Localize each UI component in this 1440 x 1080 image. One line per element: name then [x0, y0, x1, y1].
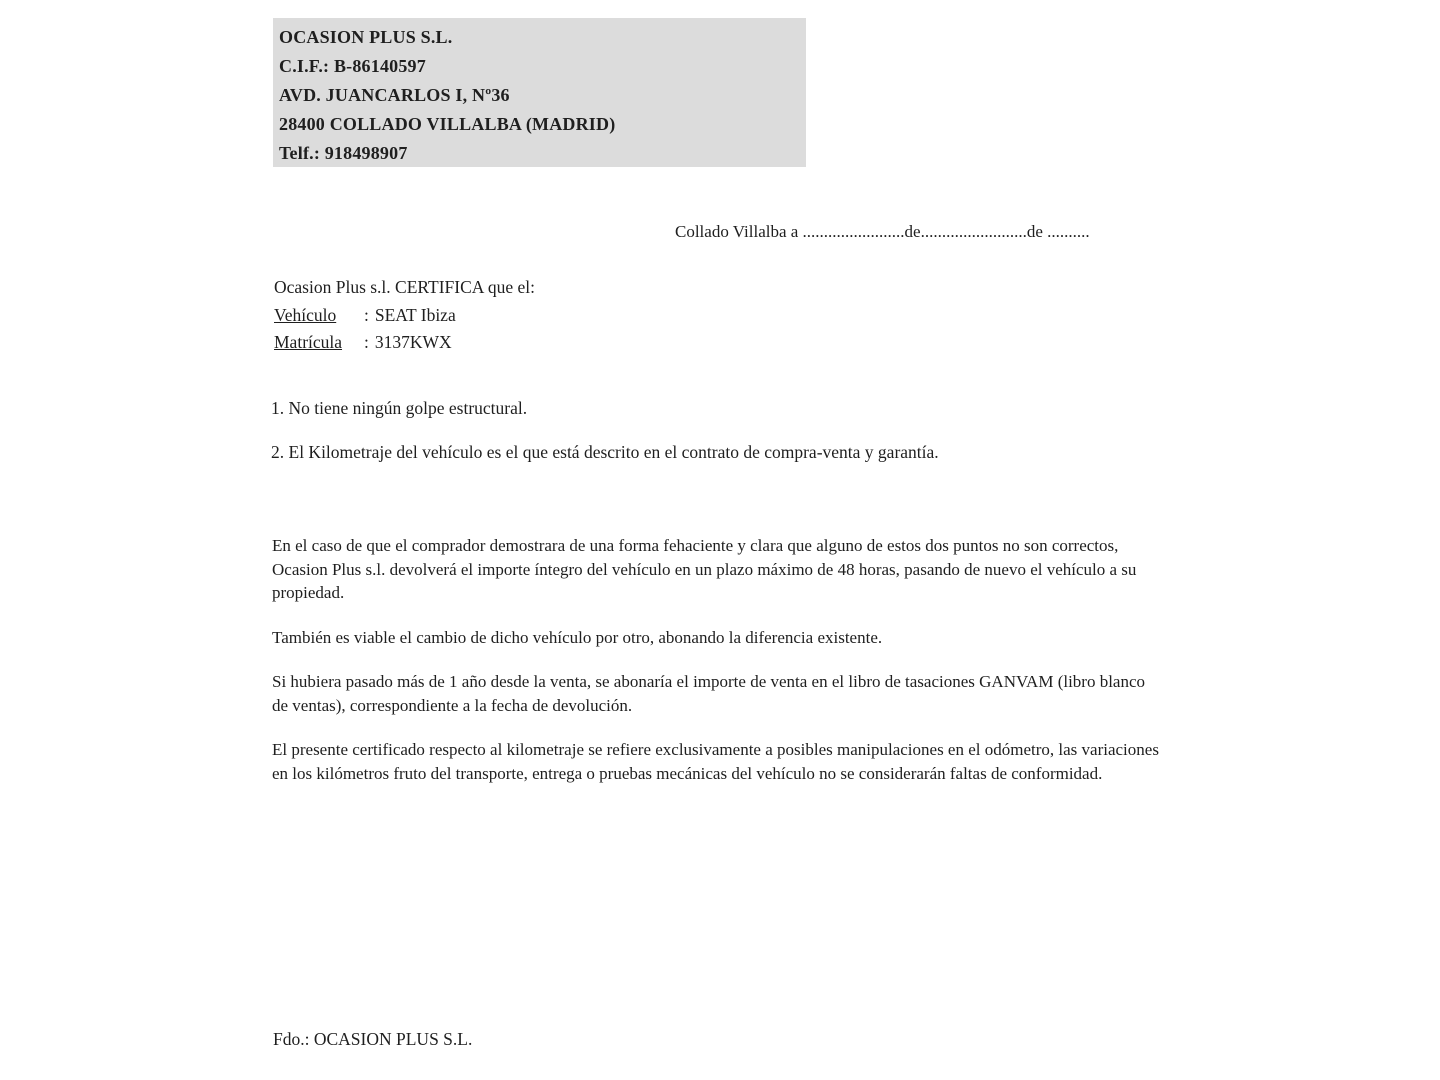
- point-1: 1. No tiene ningún golpe estructural.: [271, 398, 528, 418]
- paragraph-vehicle-exchange: También es viable el cambio de dicho vehículo por otro, abonando la diferencia existente.: [272, 627, 883, 647]
- certify-section: [274, 274, 535, 357]
- paragraph-refund-conditions: En el caso de que el comprador demostrara de una forma fehaciente y clara que alguno de estos dos puntos no son correctos, Ocasion Plus s.l. devolverá el importe íntegro del vehículo en un plazo máximo de 48 horas, pasando de nuevo el vehículo a su propiedad.: [272, 536, 1137, 602]
- body-paragraphs: [272, 534, 1162, 806]
- plate-label: Matrícula: [274, 332, 343, 352]
- company-cif: C.I.F.: B-86140597: [279, 56, 426, 76]
- paragraph-ganvam-valuation: Si hubiera pasado más de 1 año desde la venta, se abonaría el importe de venta en el libro de tasaciones GANVAM (libro blanco de ventas), correspondiente a la fecha de devolución.: [272, 672, 1146, 715]
- plate-value: 3137KWX: [374, 332, 452, 352]
- date-line: Collado Villalba a ........................de.........................de ..........: [675, 222, 1090, 241]
- paragraph-odometer-disclaimer: El presente certificado respecto al kilometraje se refiere exclusivamente a posibles manipulaciones en el odómetro, las variaciones en los kilómetros fruto del transporte, entrega o pruebas mecánicas del vehículo no se considerarán faltas de conformidad.: [272, 740, 1159, 783]
- company-phone: Telf.: 918498907: [279, 143, 408, 163]
- numbered-points: [271, 397, 1171, 485]
- vehicle-separator: :: [364, 304, 369, 325]
- signature-line: Fdo.: OCASION PLUS S.L.: [273, 1029, 473, 1049]
- vehicle-label: Vehículo: [274, 304, 337, 325]
- company-name: OCASION PLUS S.L.: [279, 27, 453, 47]
- point-2: 2. El Kilometraje del vehículo es el que está descrito en el contrato de compra-venta y garantía.: [271, 442, 939, 462]
- vehicle-row: [274, 302, 535, 330]
- company-header-block: [273, 18, 806, 167]
- company-address: AVD. JUANCARLOS I, Nº36: [279, 85, 510, 105]
- certify-intro: Ocasion Plus s.l. CERTIFICA que el:: [274, 277, 535, 297]
- plate-separator: :: [364, 332, 369, 352]
- plate-row: [274, 329, 535, 357]
- company-city: 28400 COLLADO VILLALBA (MADRID): [279, 114, 616, 134]
- vehicle-value: SEAT Ibiza: [374, 304, 456, 325]
